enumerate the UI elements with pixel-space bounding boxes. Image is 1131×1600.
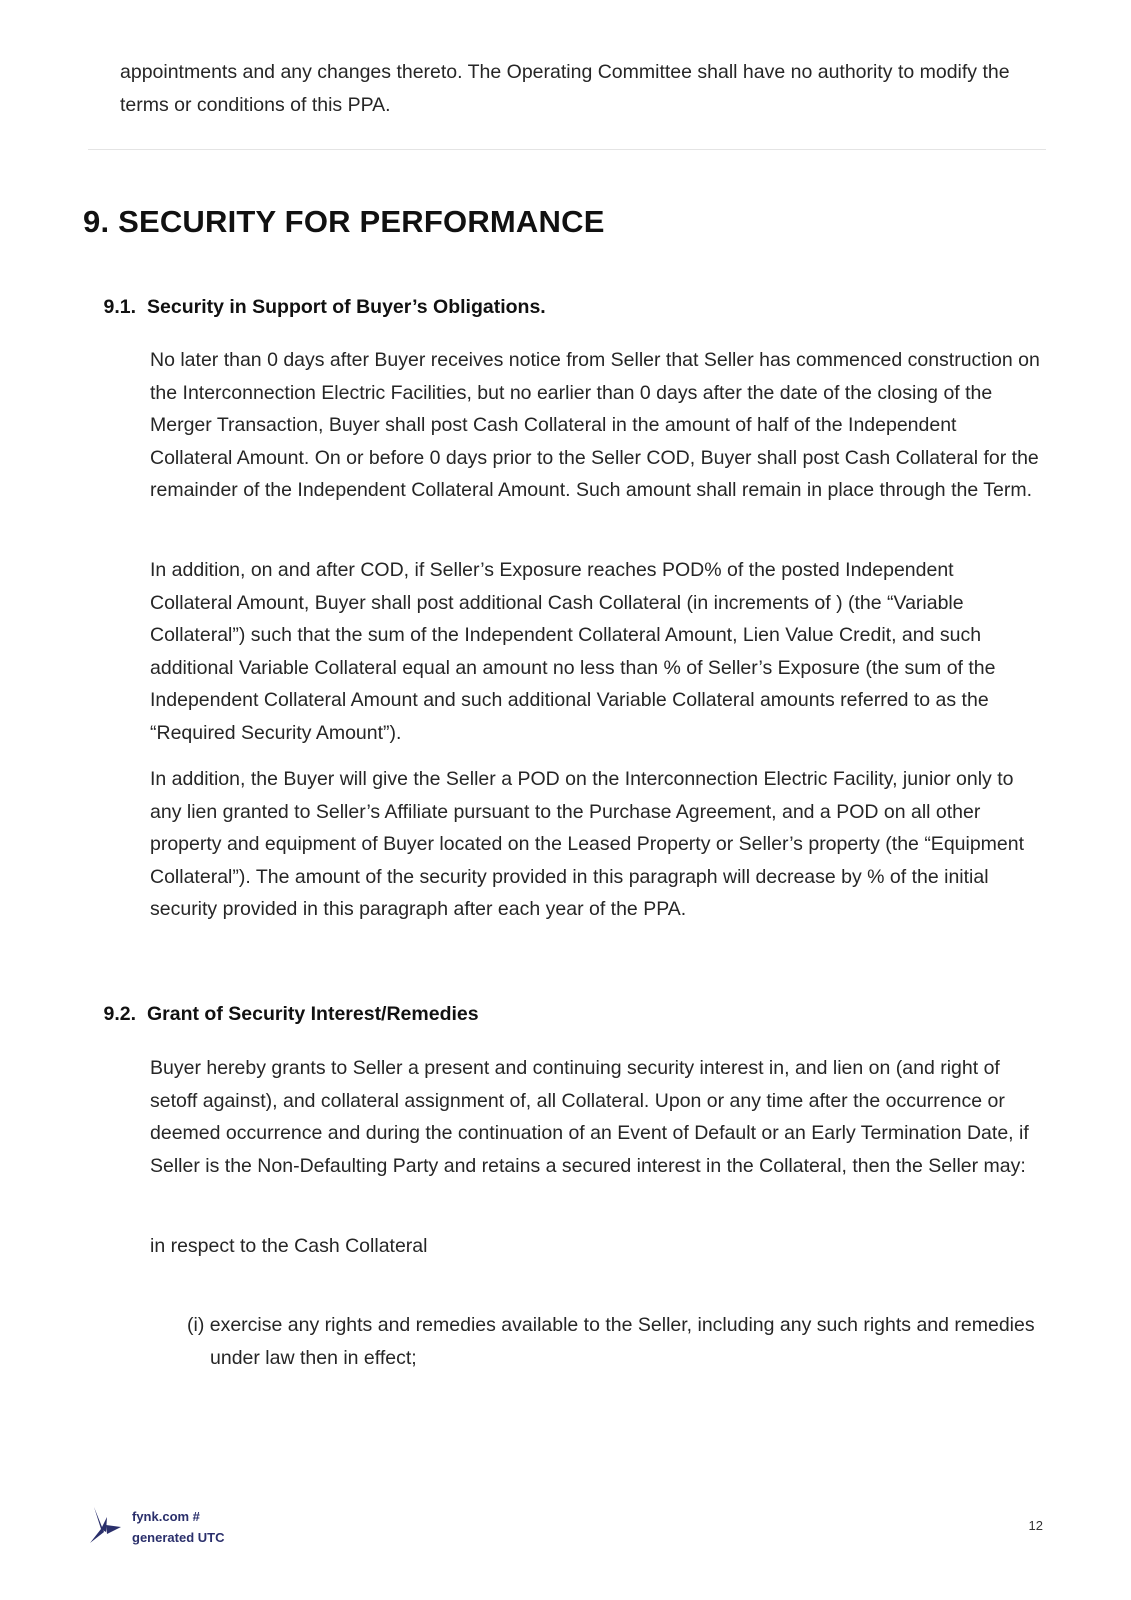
section-divider <box>88 149 1046 150</box>
subsection-title: Security in Support of Buyer’s Obligations. <box>147 296 546 318</box>
paragraph-9-1-c: In addition, the Buyer will give the Seller a POD on the Interconnection Electric Facility, junior only to any lien granted to Seller’s Affiliate pursuant to the Purchase Agreement, and a POD on all other property and equipment of Buyer located on the Leased Property or Seller’s property (the “Equipment Collateral”). The amount of the security provided in this paragraph will decrease by % of the initial security provided in this paragraph after each year of the PPA. <box>150 768 1025 920</box>
paragraph-9-2-b: in respect to the Cash Collateral <box>150 1235 428 1257</box>
subsection-number: 9.1. <box>103 296 136 318</box>
subsection-number: 9.2. <box>103 1003 136 1025</box>
footer-text <box>132 1506 224 1548</box>
intro-paragraph: appointments and any changes thereto. The Operating Committee shall have no authority to modify the terms or conditions of this PPA. <box>120 61 1010 116</box>
subsection-heading-9-1 <box>103 293 546 321</box>
subsection-heading-9-2 <box>103 1000 479 1028</box>
page-number: 12 <box>1028 1518 1043 1533</box>
fynk-bird-logo-icon <box>88 1505 122 1545</box>
section-number: 9. <box>83 204 110 239</box>
section-title: SECURITY FOR PERFORMANCE <box>118 204 605 239</box>
footer-site: fynk.com # <box>132 1509 200 1524</box>
list-item-i: (i) exercise any rights and remedies available to the Seller, including any such rights and remedies under law then in effect; <box>187 1314 1035 1369</box>
footer-generated: generated UTC <box>132 1530 225 1545</box>
paragraph-9-1-a: No later than 0 days after Buyer receives notice from Seller that Seller has commenced construction on the Interconnection Electric Facilities, but no earlier than 0 days after the date of the closing of the Merger Transaction, Buyer shall post Cash Collateral in the amount of half of the Independent Collateral Amount. On or before 0 days prior to the Seller COD, Buyer shall post Cash Collateral for the remainder of the Independent Collateral Amount. Such amount shall remain in place through the Term. <box>150 349 1040 501</box>
paragraph-9-1-b: In addition, on and after COD, if Seller’s Exposure reaches POD% of the posted Independent Collateral Amount, Buyer shall post additional Cash Collateral (in increments of ) (the “Variable Collateral”) such that the sum of the Independent Collateral Amount, Lien Value Credit, and such additional Variable Collateral equal an amount no less than % of Seller’s Exposure (the sum of the Independent Collateral Amount and such additional Variable Collateral amounts referred to as the “Required Security Amount”). <box>150 559 996 744</box>
section-heading <box>83 204 605 240</box>
paragraph-9-2-a: Buyer hereby grants to Seller a present and continuing security interest in, and lien on (and right of setoff against), and collateral assignment of, all Collateral. Upon or any time after the occurrence or deemed occurrence and during the continuation of an Event of Default or an Early Termination Date, if Seller is the Non-Defaulting Party and retains a secured interest in the Collateral, then the Seller may: <box>150 1057 1029 1177</box>
subsection-title: Grant of Security Interest/Remedies <box>147 1003 479 1025</box>
